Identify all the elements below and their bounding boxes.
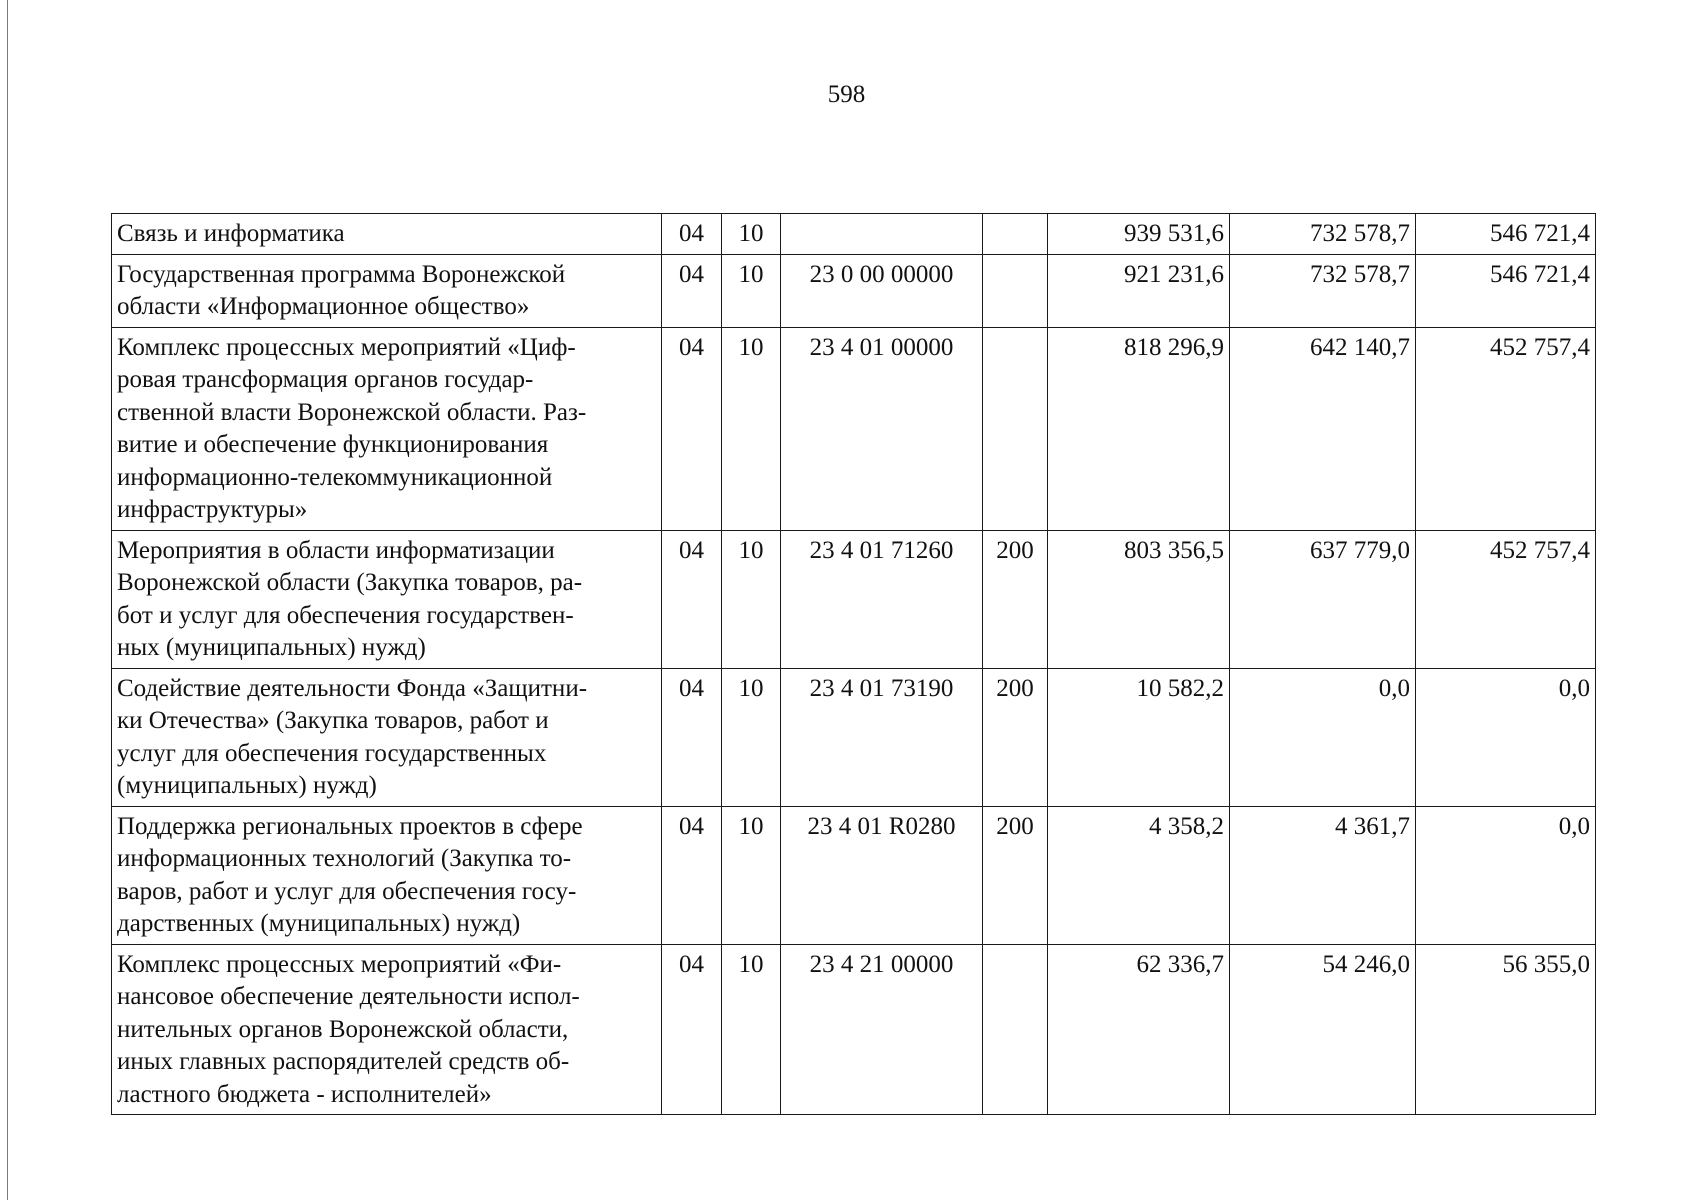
- subsection-code-cell: 10: [722, 530, 781, 668]
- target-article-cell: 23 4 01 00000: [781, 327, 983, 530]
- expense-type-cell: 200: [983, 530, 1048, 668]
- expense-type-cell: [983, 214, 1048, 255]
- section-code-cell: 04: [662, 944, 722, 1115]
- row-name-cell: Содействие деятельности Фонда «Защитни- ки Отечества» (Закупка товаров, работ и услуг для обеспечения государственных (муниципальных) нужд): [112, 668, 662, 806]
- target-article-cell: 23 4 21 00000: [781, 944, 983, 1115]
- subsection-code-cell: 10: [722, 254, 781, 327]
- scan-edge-line: [7, 0, 8, 1200]
- amount-cell-1: 4 358,2: [1048, 806, 1230, 944]
- amount-cell-3: 0,0: [1416, 806, 1596, 944]
- section-code-cell: 04: [662, 806, 722, 944]
- row-name-cell: Связь и информатика: [112, 214, 662, 255]
- expense-type-cell: 200: [983, 668, 1048, 806]
- table-row: [112, 214, 1596, 255]
- table-row: [112, 944, 1596, 1115]
- amount-cell-1: 62 336,7: [1048, 944, 1230, 1115]
- target-article-cell: 23 0 00 00000: [781, 254, 983, 327]
- section-code-cell: 04: [662, 254, 722, 327]
- amount-cell-2: 54 246,0: [1230, 944, 1416, 1115]
- table-row: [112, 530, 1596, 668]
- target-article-cell: 23 4 01 71260: [781, 530, 983, 668]
- amount-cell-1: 818 296,9: [1048, 327, 1230, 530]
- amount-cell-3: 56 355,0: [1416, 944, 1596, 1115]
- amount-cell-2: 637 779,0: [1230, 530, 1416, 668]
- target-article-cell: 23 4 01 R0280: [781, 806, 983, 944]
- amount-cell-2: 642 140,7: [1230, 327, 1416, 530]
- expense-type-cell: 200: [983, 806, 1048, 944]
- subsection-code-cell: 10: [722, 944, 781, 1115]
- row-name-cell: Поддержка региональных проектов в сфере информационных технологий (Закупка то- варов, работ и услуг для обеспечения госу- дарственных (муниципальных) нужд): [112, 806, 662, 944]
- amount-cell-1: 803 356,5: [1048, 530, 1230, 668]
- expense-type-cell: [983, 254, 1048, 327]
- row-name-cell: Мероприятия в области информатизации Воронежской области (Закупка товаров, ра- бот и услуг для обеспечения государствен- ных (муниципальных) нужд): [112, 530, 662, 668]
- target-article-cell: [781, 214, 983, 255]
- amount-cell-3: 452 757,4: [1416, 327, 1596, 530]
- row-name-cell: Комплекс процессных мероприятий «Фи- нансовое обеспечение деятельности испол- нительных органов Воронежской области, иных главных распорядителей средств об- ластного бюджета - исполнителей»: [112, 944, 662, 1115]
- amount-cell-2: 0,0: [1230, 668, 1416, 806]
- subsection-code-cell: 10: [722, 214, 781, 255]
- table-row: [112, 668, 1596, 806]
- table-row: [112, 254, 1596, 327]
- section-code-cell: 04: [662, 668, 722, 806]
- expense-type-cell: [983, 327, 1048, 530]
- section-code-cell: 04: [662, 214, 722, 255]
- section-code-cell: 04: [662, 327, 722, 530]
- amount-cell-2: 732 578,7: [1230, 214, 1416, 255]
- amount-cell-1: 921 231,6: [1048, 254, 1230, 327]
- amount-cell-2: 4 361,7: [1230, 806, 1416, 944]
- page-number: 598: [827, 81, 866, 108]
- row-name-cell: Комплекс процессных мероприятий «Циф- ровая трансформация органов государ- ственной власти Воронежской области. Раз- витие и обеспечение функционирования информационно-телекоммуникационной инфраструктуры»: [112, 327, 662, 530]
- amount-cell-2: 732 578,7: [1230, 254, 1416, 327]
- amount-cell-1: 939 531,6: [1048, 214, 1230, 255]
- subsection-code-cell: 10: [722, 668, 781, 806]
- target-article-cell: 23 4 01 73190: [781, 668, 983, 806]
- amount-cell-3: 452 757,4: [1416, 530, 1596, 668]
- row-name-cell: Государственная программа Воронежской области «Информационное общество»: [112, 254, 662, 327]
- subsection-code-cell: 10: [722, 806, 781, 944]
- subsection-code-cell: 10: [722, 327, 781, 530]
- table-row: [112, 806, 1596, 944]
- table-row: [112, 327, 1596, 530]
- expense-type-cell: [983, 944, 1048, 1115]
- section-code-cell: 04: [662, 530, 722, 668]
- amount-cell-3: 546 721,4: [1416, 254, 1596, 327]
- amount-cell-3: 0,0: [1416, 668, 1596, 806]
- budget-table: [111, 213, 1596, 1115]
- amount-cell-1: 10 582,2: [1048, 668, 1230, 806]
- amount-cell-3: 546 721,4: [1416, 214, 1596, 255]
